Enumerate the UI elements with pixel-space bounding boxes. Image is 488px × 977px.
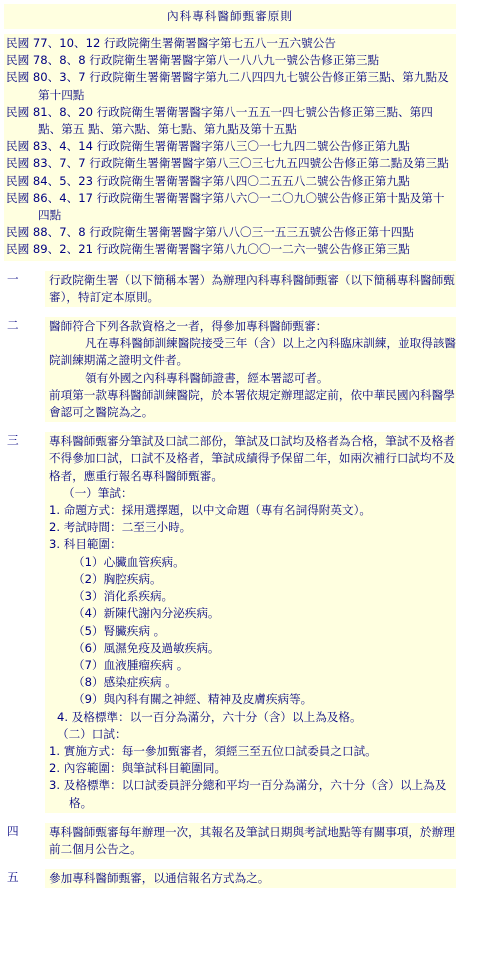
subject-item: （5）腎臟疾病 。: [73, 623, 166, 638]
article-number: 一: [7, 271, 19, 286]
subject-item: （1）心臟血管疾病。: [73, 554, 185, 569]
article-clause: 凡在專科醫師訓練醫院接受三年（含）以上之內科臨床訓練，並取得該醫院訓練期滿之證明文件者。: [49, 336, 457, 368]
history-entry: 民國 89、2、21 行政院衛生署衛署醫字第八九〇〇一二六一號公告修正第三點: [6, 242, 410, 257]
history-entry: 民國 84、5、23 行政院衛生署衛署醫字第八四〇二五五八二號公告修正第九點: [6, 173, 410, 188]
history-entry: 民國 88、7、8 行政院衛生署衛署醫字第八八〇三一五三五號公告修正第十四點: [6, 225, 414, 240]
amendment-history: [4, 34, 456, 261]
article-text: 醫師符合下列各款資格之一者，得參加專科醫師甄審：: [49, 319, 328, 334]
article-number: 二: [7, 318, 19, 333]
article-number: 三: [7, 433, 19, 448]
article-text: 參加專科醫師甄審，以通信報名方式為之。: [49, 871, 270, 886]
subject-item: （9）與內科有關之神經、精神及皮膚疾病等。: [73, 692, 313, 707]
article-body: [45, 271, 456, 307]
document-page: [4, 4, 456, 898]
document-title: 內科專科醫師甄審原則: [4, 4, 456, 29]
article-body: [45, 823, 456, 859]
article-number: 五: [7, 870, 19, 885]
written-exam-item: 2. 考試時間：二至三小時。: [49, 520, 192, 535]
written-exam-item: 3. 科目範圍：: [49, 537, 122, 552]
subject-item: （4）新陳代謝內分泌疾病。: [73, 606, 220, 621]
history-entry: 民國 78、8、8 行政院衛生署衛署醫字第八一八八九一號公告修正第三點: [6, 53, 380, 68]
oral-exam-heading: （二）口試：: [57, 726, 127, 741]
subject-item: （7）血液腫瘤疾病 。: [73, 657, 189, 672]
article-2: [4, 317, 456, 422]
subject-item: （6）風濕免疫及過敏疾病。: [73, 640, 220, 655]
article-1: [4, 271, 456, 307]
article-text: 前項第一款專科醫師訓練醫院，於本署依規定辦理認定前，依中華民國內科醫學會認可之醫院為之。: [49, 387, 455, 420]
history-entry: 民國 86、4、17 行政院衛生署衛署醫字第八六〇一二〇九〇號公告修正第十點及第十四點: [6, 190, 445, 223]
history-entry: 民國 80、3、7 行政院衛生署衛署醫字第九二八四四九七號公告修正第三點、第九點及第十四點: [6, 70, 449, 102]
history-entry: 民國 77、10、12 行政院衛生署衛署醫字第七五八一五六號公告: [6, 36, 336, 50]
written-exam-item: 1. 命題方式：採用選擇題，以中文命題（專有名詞得附英文）。: [49, 503, 371, 518]
article-5: [4, 869, 456, 888]
subject-item: （2）胸腔疾病。: [73, 571, 162, 586]
article-text: 行政院衛生署（以下簡稱本署）為辦理內科專科醫師甄審（以下簡稱專科醫師甄審），特訂定本原則。: [49, 272, 455, 304]
subject-item: （3）消化系疾病。: [73, 589, 174, 604]
article-clause: 領有外國之內科專科醫師證書，經本署認可者。: [85, 370, 329, 385]
subject-item: （8）感染症疾病 。: [73, 675, 177, 690]
article-4: [4, 823, 456, 859]
oral-exam-item: 1. 實施方式：每一參加甄審者，須經三至五位口試委員之口試。: [49, 743, 377, 758]
article-3: [4, 432, 456, 812]
written-exam-heading: （一）筆試：: [63, 485, 133, 500]
article-body: [45, 317, 456, 422]
article-text: 專科醫師甄審每年辦理一次，其報名及筆試日期與考試地點等有關事項，於辦理前二個月公告之。: [49, 824, 455, 856]
article-number: 四: [7, 823, 19, 838]
article-text: 專科醫師甄審分筆試及口試二部份，筆試及口試均及格者為合格，筆試不及格者不得參加口試，口試不及格者，筆試成績得予保留二年，如兩次補行口試均不及格者，應重行報名專科醫師甄審。: [49, 434, 455, 483]
written-exam-pass: 4. 及格標準：以一百分為滿分，六十分（含）以上為及格。: [57, 709, 362, 724]
oral-exam-item: 2. 內容範圍：與筆試科目範圍同。: [49, 761, 227, 776]
history-entry: 民國 83、7、7 行政院衛生署衛署醫字第八三〇三七九五四號公告修正第二點及第三點: [6, 156, 449, 171]
oral-exam-item: 3. 及格標準：以口試委員評分總和平均一百分為滿分，六十分（含）以上為及格。: [49, 778, 447, 810]
history-entry: 民國 81、8、20 行政院衛生署衛署醫字第八一五五一四七號公告修正第三點、第四點、第五 點、第六點、第七點、第九點及第十五點: [6, 104, 433, 137]
history-entry: 民國 83、4、14 行政院衛生署衛署醫字第八三〇一七九四二號公告修正第九點: [6, 139, 410, 154]
article-body: [45, 869, 456, 888]
article-body: [45, 432, 456, 812]
